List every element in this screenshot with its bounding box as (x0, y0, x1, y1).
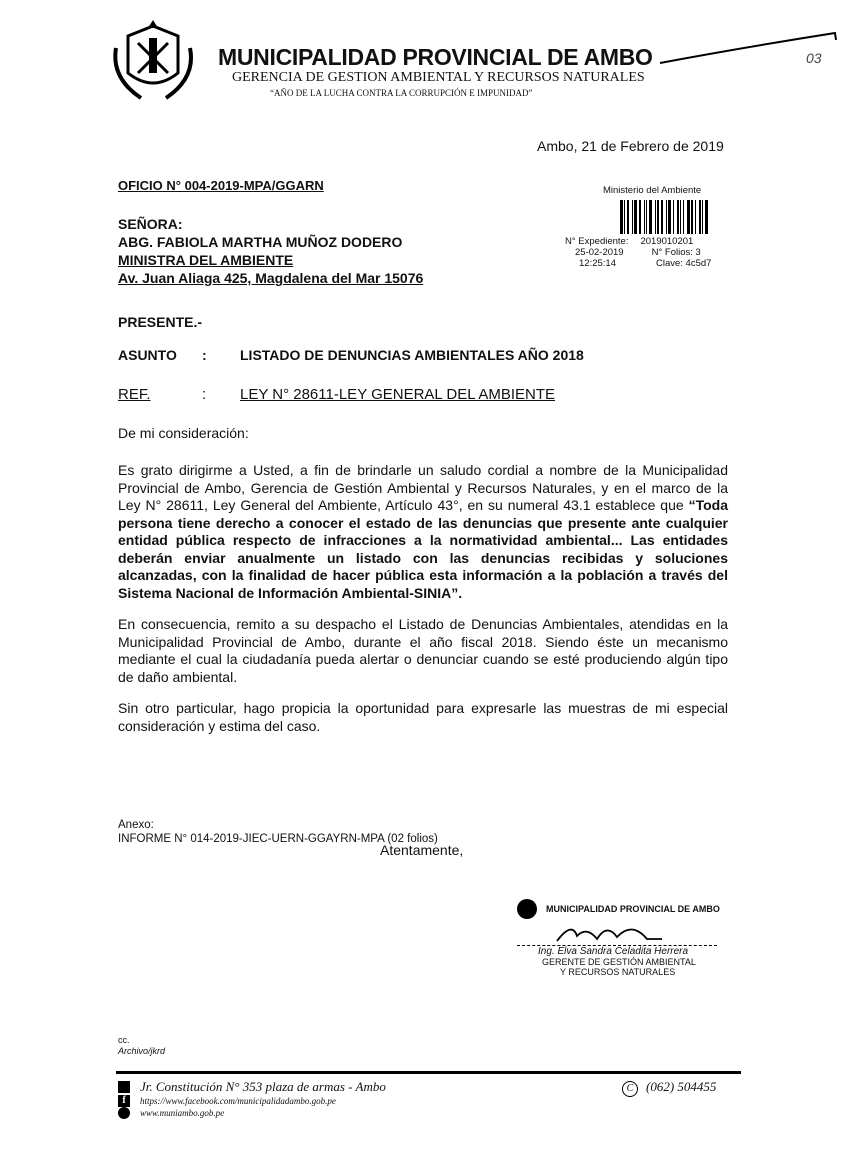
signature-block (512, 897, 732, 977)
oficio-number: OFICIO N° 004-2019-MPA/GGARN (118, 178, 324, 193)
cc-block (118, 1035, 165, 1057)
stamp-folios: N° Folios: 3 (651, 247, 701, 258)
page-mark: 03 (806, 50, 822, 66)
footer-phone-block (622, 1079, 716, 1097)
ref-sep: : (202, 386, 207, 403)
barcode-bar (691, 200, 693, 234)
stamp-expediente-label: N° Expediente: (565, 236, 629, 247)
ref-value: LEY N° 28611-LEY GENERAL DEL AMBIENTE (240, 386, 556, 403)
barcode-bar (677, 200, 679, 234)
barcode-bar (655, 200, 656, 234)
barcode-bar (644, 200, 645, 234)
ref-label: REF. (118, 386, 151, 403)
barcode-bar (687, 200, 690, 234)
reception-stamp (565, 185, 735, 269)
barcode-bar (673, 200, 674, 234)
stamp-date: 25-02-2019 (575, 247, 624, 258)
signer-role-2: Y RECURSOS NATURALES (560, 967, 676, 977)
letter-date: Ambo, 21 de Febrero de 2019 (537, 138, 724, 154)
asunto-sep: : (202, 347, 207, 363)
barcode-bar (639, 200, 641, 234)
barcode-bar (646, 200, 647, 234)
asunto-label: ASUNTO (118, 347, 177, 363)
stamp-entity: Ministerio del Ambiente (603, 185, 702, 196)
paragraph-1 (118, 462, 728, 602)
anexo-label: Anexo: (118, 819, 154, 831)
footer-address: Jr. Constitución N° 353 plaza de armas - Ambo (140, 1079, 386, 1094)
closing: Atentamente, (380, 842, 464, 858)
recipient-block (118, 215, 423, 287)
handwritten-signature (552, 921, 672, 943)
barcode-bar (699, 200, 701, 234)
greeting-text: De mi consideración: (118, 425, 249, 441)
salutation: SEÑORA: (118, 216, 183, 232)
facebook-icon: f (118, 1095, 130, 1107)
stamp-expediente: 2019010201 (640, 236, 694, 247)
barcode-bar (695, 200, 696, 234)
barcode-bar (661, 200, 663, 234)
header-motto: “AÑO DE LA LUCHA CONTRA LA CORRUPCIÓN E IMPUNIDAD” (270, 88, 533, 98)
paragraph-2: En consecuencia, remito a su despacho el Listado de Denuncias Ambientales, atendidas en la Municipalidad Provincial de Ambo, durante el año fiscal 2018. Siendo éste un mecanismo mediante el cual la ciudadanía pueda alertar o denunciar cuando se esté produciendo algún tipo de daño ambiental. (118, 616, 728, 685)
barcode-bar (624, 200, 625, 234)
barcode-bar (702, 200, 703, 234)
footer-contact (118, 1079, 386, 1119)
cc-value: Archivo/jkrd (118, 1046, 166, 1056)
footer-phone: (062) 504455 (646, 1079, 717, 1094)
barcode-bar (668, 200, 671, 234)
phone-icon: C (622, 1081, 638, 1097)
header-title: MUNICIPALIDAD PROVINCIAL DE AMBO (218, 44, 653, 70)
barcode-bar (649, 200, 652, 234)
cc-label: cc. (118, 1035, 130, 1045)
municipal-coat-of-arms-logo (106, 18, 201, 103)
stamp-clave: Clave: 4c5d7 (655, 258, 712, 269)
barcode-bar (666, 200, 667, 234)
asunto-value: LISTADO DE DENUNCIAS AMBIENTALES AÑO 2018 (240, 347, 584, 363)
anexo-value: INFORME N° 014-2019-JIEC-UERN-GGAYRN-MPA (02 folios) (118, 833, 438, 845)
paragraph-3: Sin otro particular, hago propicia la oportunidad para expresarle las muestras de mi especial consideración y estima del caso. (118, 700, 728, 734)
recipient-title: MINISTRA DEL AMBIENTE (118, 252, 294, 268)
footer-facebook: https://www.facebook.com/municipalidadambo.gob.pe (140, 1096, 336, 1106)
signer-name: Ing. Elva Sandra Celadita Herrera (538, 946, 689, 957)
barcode-bar (634, 200, 637, 234)
seal-icon (512, 897, 542, 921)
barcode-bar (683, 200, 684, 234)
barcode-bar (705, 200, 708, 234)
web-icon (118, 1107, 130, 1119)
signer-role-1: GERENTE DE GESTIÓN AMBIENTAL (542, 957, 696, 967)
paragraph-1-quote: “Toda persona tiene derecho a conocer el estado de las denuncias que presente ante cualquier entidad pública respecto de infracciones a la normatividad ambiental... Las entidades deberán enviar anualmente un listado con las denuncias recibidas y soluciones alcanzadas, con la finalidad de hacer pública esta información a la población a través del Sistema Nacional de Información Ambiental-SINIA”. (118, 497, 728, 601)
barcode-bar (680, 200, 681, 234)
location-icon (118, 1081, 130, 1093)
barcode-bar (620, 200, 623, 234)
seal-text: MUNICIPALIDAD PROVINCIAL DE AMBO (546, 904, 720, 914)
barcode-bar (632, 200, 633, 234)
footer-divider (116, 1071, 741, 1074)
barcode (620, 200, 728, 234)
letter-body (118, 462, 728, 749)
paragraph-1-text: Es grato dirigirme a Usted, a fin de brindarle un saludo cordial a nombre de la Municipalidad Provincial de Ambo, Gerencia de Gestión Ambiental y Recursos Naturales, y en el marco de la Ley N° 28611, Ley General del Ambiente, Artículo 43°, en su numeral 43.1 establece que (118, 462, 728, 513)
barcode-bar (657, 200, 659, 234)
recipient-address: Av. Juan Aliaga 425, Magdalena del Mar 15076 (118, 270, 424, 286)
header-subtitle: GERENCIA DE GESTION AMBIENTAL Y RECURSOS NATURALES (232, 70, 645, 85)
barcode-bar (627, 200, 629, 234)
stamp-time: 12:25:14 (579, 258, 616, 269)
presente: PRESENTE.- (118, 314, 203, 330)
footer-web: www.muniambo.gob.pe (140, 1108, 225, 1118)
recipient-name: ABG. FABIOLA MARTHA MUÑOZ DODERO (118, 234, 403, 250)
